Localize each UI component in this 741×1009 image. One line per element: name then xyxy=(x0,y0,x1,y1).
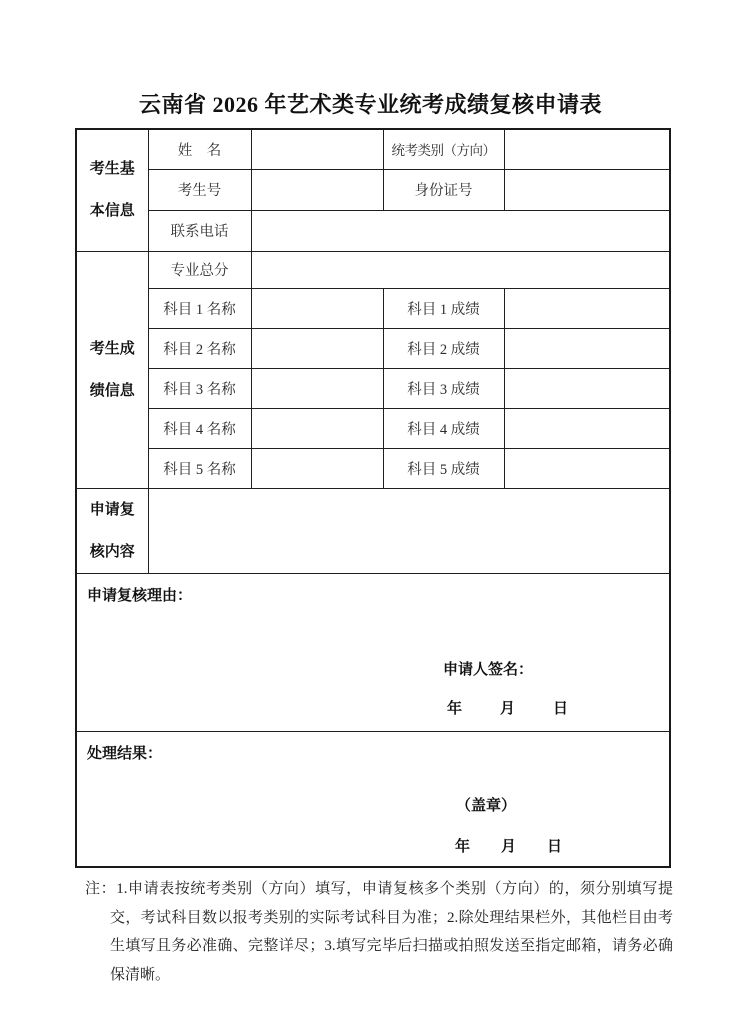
id-no-value-cell xyxy=(504,169,670,210)
applicant-date-line xyxy=(447,697,568,718)
subject-2-score-value-cell xyxy=(504,328,670,368)
subject-3-name-label-cell: 科目 3 名称 xyxy=(148,368,251,408)
score-info-header-line2: 绩信息 xyxy=(89,381,135,399)
subject-5-score-value-cell xyxy=(504,448,670,488)
total-score-label-cell: 专业总分 xyxy=(148,251,251,288)
id-no-label-cell: 身份证号 xyxy=(383,169,504,210)
review-content-value-cell xyxy=(148,488,670,573)
review-reason-cell xyxy=(76,573,670,731)
total-score-value-cell xyxy=(251,251,670,288)
result-date-line xyxy=(455,835,562,856)
seal-label: （盖章） xyxy=(456,796,517,814)
subject-3-score-value-cell xyxy=(504,368,670,408)
row-total-score xyxy=(76,251,670,288)
row-phone xyxy=(76,210,670,251)
basic-info-header-line1: 考生基 xyxy=(89,160,135,178)
applicant-date-month: 月 xyxy=(500,699,516,717)
subject-5-name-label-cell: 科目 5 名称 xyxy=(148,448,251,488)
row-candidateno-idno xyxy=(76,169,670,210)
result-cell xyxy=(76,731,670,867)
application-form-table xyxy=(75,128,671,868)
row-review-reason xyxy=(76,573,670,731)
score-info-header-line1: 考生成 xyxy=(89,339,135,357)
row-name-category xyxy=(76,129,670,169)
result-date-year: 年 xyxy=(455,837,471,855)
applicant-signature-label: 申请人签名： xyxy=(443,660,534,678)
subject-4-score-label-cell: 科目 4 成绩 xyxy=(383,408,504,448)
subject-3-score-label-cell: 科目 3 成绩 xyxy=(383,368,504,408)
subject-1-score-value-cell xyxy=(504,288,670,328)
subject-2-name-label-cell: 科目 2 名称 xyxy=(148,328,251,368)
subject-4-score-value-cell xyxy=(504,408,670,448)
review-content-header-line1: 申请复 xyxy=(89,500,135,518)
row-subject-5 xyxy=(76,448,670,488)
category-value-cell xyxy=(504,129,670,169)
subject-4-name-value-cell xyxy=(251,408,383,448)
basic-info-section-header xyxy=(76,129,148,251)
review-reason-label: 申请复核理由： xyxy=(87,586,193,604)
form-title: 云南省 2026 年艺术类专业统考成绩复核申请表 xyxy=(138,92,602,117)
footer-note-text: 1.申请表按统考类别（方向）填写，申请复核多个类别（方向）的，须分别填写提交，考试科目数以报考类别的实际考试科目为准；2.除处理结果栏外，其他栏目由考生填写且务必准确、完整详尽；3.填写完毕后扫描或拍照发送至指定邮箱，请务必确保清晰。 xyxy=(110,881,673,983)
row-subject-3 xyxy=(76,368,670,408)
applicant-date-day: 日 xyxy=(553,699,569,717)
category-label-cell: 统考类别（方向） xyxy=(383,129,504,169)
row-subject-4 xyxy=(76,408,670,448)
name-value-cell xyxy=(251,129,383,169)
subject-3-name-value-cell xyxy=(251,368,383,408)
candidate-no-label-cell: 考生号 xyxy=(148,169,251,210)
subject-1-name-value-cell xyxy=(251,288,383,328)
basic-info-header-line2: 本信息 xyxy=(89,202,135,220)
subject-5-name-value-cell xyxy=(251,448,383,488)
review-content-section-header xyxy=(76,488,148,573)
footer-note xyxy=(85,875,673,989)
subject-2-name-value-cell xyxy=(251,328,383,368)
result-date-month: 月 xyxy=(501,837,517,855)
row-subject-1 xyxy=(76,288,670,328)
row-review-content xyxy=(76,488,670,573)
phone-value-cell xyxy=(251,210,670,251)
review-content-header-line2: 核内容 xyxy=(89,542,135,560)
applicant-date-year: 年 xyxy=(447,699,463,717)
row-subject-2 xyxy=(76,328,670,368)
subject-2-score-label-cell: 科目 2 成绩 xyxy=(383,328,504,368)
candidate-no-value-cell xyxy=(251,169,383,210)
result-label: 处理结果： xyxy=(87,744,163,762)
subject-5-score-label-cell: 科目 5 成绩 xyxy=(383,448,504,488)
name-label-cell: 姓 名 xyxy=(148,129,251,169)
subject-1-score-label-cell: 科目 1 成绩 xyxy=(383,288,504,328)
subject-1-name-label-cell: 科目 1 名称 xyxy=(148,288,251,328)
phone-label-cell: 联系电话 xyxy=(148,210,251,251)
row-result xyxy=(76,731,670,867)
footer-note-prefix: 注： xyxy=(85,881,117,897)
subject-4-name-label-cell: 科目 4 名称 xyxy=(148,408,251,448)
score-info-section-header xyxy=(76,251,148,488)
result-date-day: 日 xyxy=(547,837,563,855)
